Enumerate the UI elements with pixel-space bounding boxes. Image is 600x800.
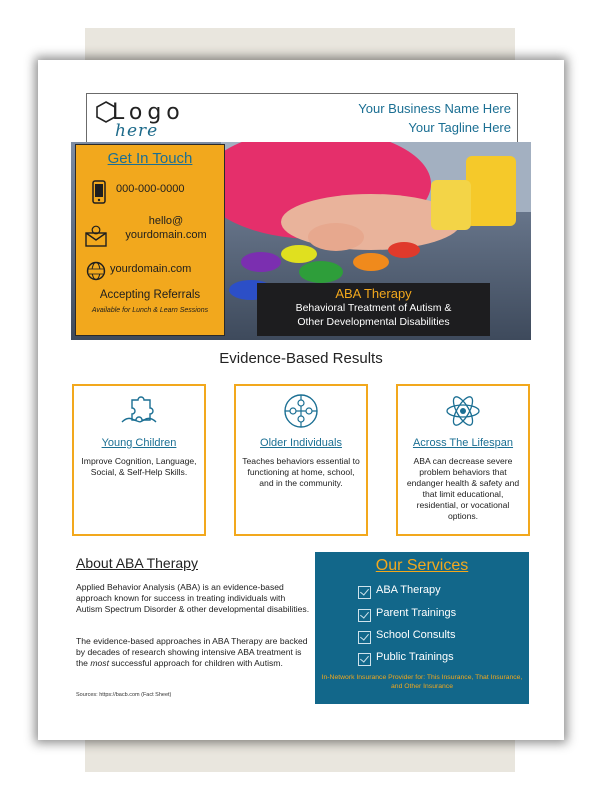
contact-panel	[75, 144, 225, 336]
globe-icon	[86, 261, 106, 281]
about-p2-emphasis: most	[90, 658, 109, 668]
business-name: Your Business Name Here	[358, 101, 511, 116]
card-body: ABA can decrease severe problem behaviors that endanger health & safety and that limit educational, residential, or vocational options.	[406, 456, 520, 521]
hero-subtitle-2: Other Developmental Disabilities	[297, 316, 450, 328]
available-note: Available for Lunch & Learn Sessions	[91, 307, 209, 314]
service-label: School Consults	[376, 629, 456, 641]
contact-website[interactable]: yourdomain.com	[110, 263, 192, 275]
email-icon	[85, 225, 107, 247]
logo-text: Logo	[112, 100, 185, 125]
sources-note: Sources: https://bacb.com (Fact Sheet)	[76, 692, 172, 698]
card-across-lifespan	[396, 384, 530, 536]
contact-title: Get In Touch	[107, 150, 193, 167]
email-line-2: yourdomain.com	[125, 229, 207, 241]
header-bar	[86, 93, 518, 143]
about-paragraph-1: Applied Behavior Analysis (ABA) is an evidence-based approach known for success in treating individuals with Autism Spectrum Disorder & other developmental disabilities.	[76, 582, 310, 614]
checkbox-icon	[358, 609, 371, 622]
services-panel	[315, 552, 529, 704]
atom-icon	[444, 392, 482, 430]
card-young-children	[72, 384, 206, 536]
accepting-referrals: Accepting Referrals	[99, 289, 201, 301]
about-title: About ABA Therapy	[76, 555, 198, 571]
phone-icon	[92, 180, 106, 204]
service-label: ABA Therapy	[376, 584, 441, 596]
flyer-sheet	[38, 60, 564, 740]
logo	[93, 97, 183, 141]
card-title: Older Individuals	[260, 437, 342, 449]
checkbox-icon	[358, 631, 371, 644]
services-title: Our Services	[375, 557, 469, 574]
about-p2-start: The evidence-based approaches in ABA Therapy are backed by decades of research showing intensive ABA treatment is the	[76, 636, 308, 668]
puzzle-circle-icon	[282, 392, 320, 430]
logo-script: here	[115, 121, 159, 141]
card-body: Improve Cognition, Language, Social, & Self-Help Skills.	[81, 456, 197, 477]
hero-title: ABA Therapy	[335, 286, 412, 301]
contact-email[interactable]	[108, 214, 224, 242]
card-title: Young Children	[101, 437, 177, 449]
tagline: Your Tagline Here	[408, 120, 511, 135]
card-title: Across The Lifespan	[412, 437, 514, 449]
hero-caption	[257, 283, 490, 336]
checkbox-icon	[358, 586, 371, 599]
hero-subtitle-1: Behavioral Treatment of Autism &	[295, 302, 452, 314]
card-older-individuals	[234, 384, 368, 536]
service-label: Public Trainings	[376, 651, 454, 663]
checkbox-icon	[358, 653, 371, 666]
puzzle-hands-icon	[120, 392, 158, 430]
service-label: Parent Trainings	[376, 607, 457, 619]
card-body: Teaches behaviors essential to functioning at home, school, and in the community.	[242, 456, 360, 488]
about-p2-end: successful approach for children with Autism.	[108, 658, 283, 668]
contact-phone[interactable]: 000-000-0000	[116, 183, 185, 195]
about-paragraph-2	[76, 636, 310, 669]
email-line-1: hello@	[148, 215, 184, 227]
insurance-note: In-Network Insurance Provider for: This Insurance, That Insurance, and Other Insurance	[321, 674, 523, 690]
results-title: Evidence-Based Results	[219, 350, 383, 367]
business-info	[358, 99, 511, 137]
